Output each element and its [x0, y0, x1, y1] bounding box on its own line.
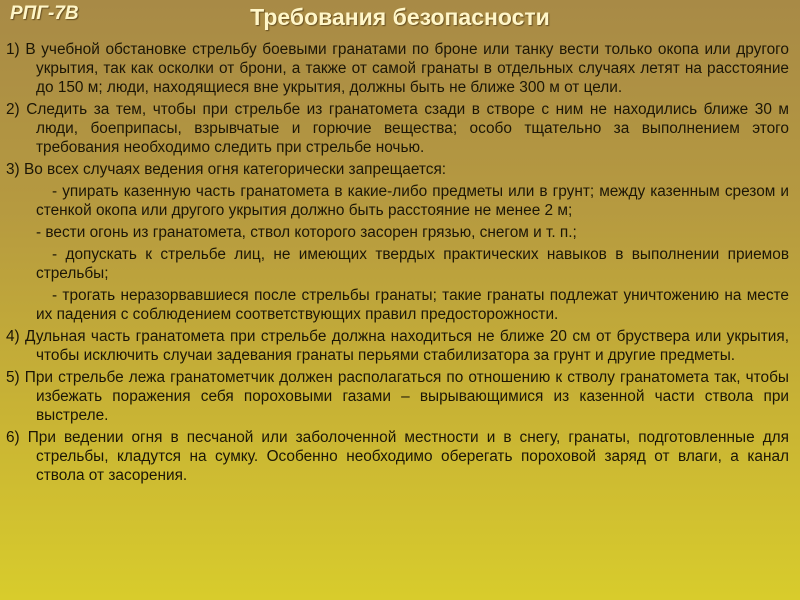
rule-3-subitem: - упирать казенную часть гранатомета в какие-либо предметы или в грунт; между казенным срезом и стенкой окопа или другого укрытия должно быть расстояние не менее 2 м; — [36, 183, 789, 219]
rule-3-subitem: - трогать неразорвавшиеся после стрельбы гранаты; такие гранаты подлежат уничтожению на месте их падения с соблюдением соответствующих правил предосторожности. — [36, 287, 789, 323]
rule-3-subitem: - вести огонь из гранатомета, ствол которого засорен грязью, снегом и т. п.; — [36, 224, 577, 241]
rule-4: 4) Дульная часть гранатомета при стрельбе должна находиться не ближе 20 см от бруствера или укрытия, чтобы исключить случаи задевания гранаты перьями стабилизатора за грунт и другие предметы. — [6, 328, 789, 364]
rule-2: 2) Следить за тем, чтобы при стрельбе из гранатомета сзади в створе с ним не находились ближе 30 м люди, боеприпасы, взрывчатые и горючие вещества; особо тщательно за выполнением этого требования необходимо следить при стрельбе ночью. — [6, 101, 789, 156]
weapon-label: РПГ-7В — [10, 3, 79, 24]
rule-3-subitem: - допускать к стрельбе лиц, не имеющих твердых практических навыков в выполнении приемов стрельбы; — [36, 246, 789, 282]
rule-3: 3) Во всех случаях ведения огня категорически запрещается: — [6, 161, 447, 178]
rules-list — [6, 40, 789, 488]
rule-6: 6) При ведении огня в песчаной или заболоченной местности и в снегу, гранаты, подготовленные для стрельбы, кладутся на сумку. Особенно необходимо оберегать пороховой заряд от влаги, а канал ствола от засорения. — [6, 429, 789, 484]
rule-1: 1) В учебной обстановке стрельбу боевыми гранатами по броне или танку вести только окопа или другого укрытия, так как осколки от брони, а также от самой гранаты в отдельных случаях летят на расстояние до 150 м; люди, находящиеся вне укрытия, должны быть не ближе 300 м от цели. — [6, 41, 789, 96]
rule-5: 5) При стрельбе лежа гранатометчик должен располагаться по отношению к стволу гранатомета так, чтобы избежать поражения себя пороховыми газами – вырывающимися из казенной части ствола при выстреле. — [6, 369, 789, 424]
slide-header — [0, 0, 800, 40]
slide-title: Требования безопасности — [250, 4, 550, 30]
